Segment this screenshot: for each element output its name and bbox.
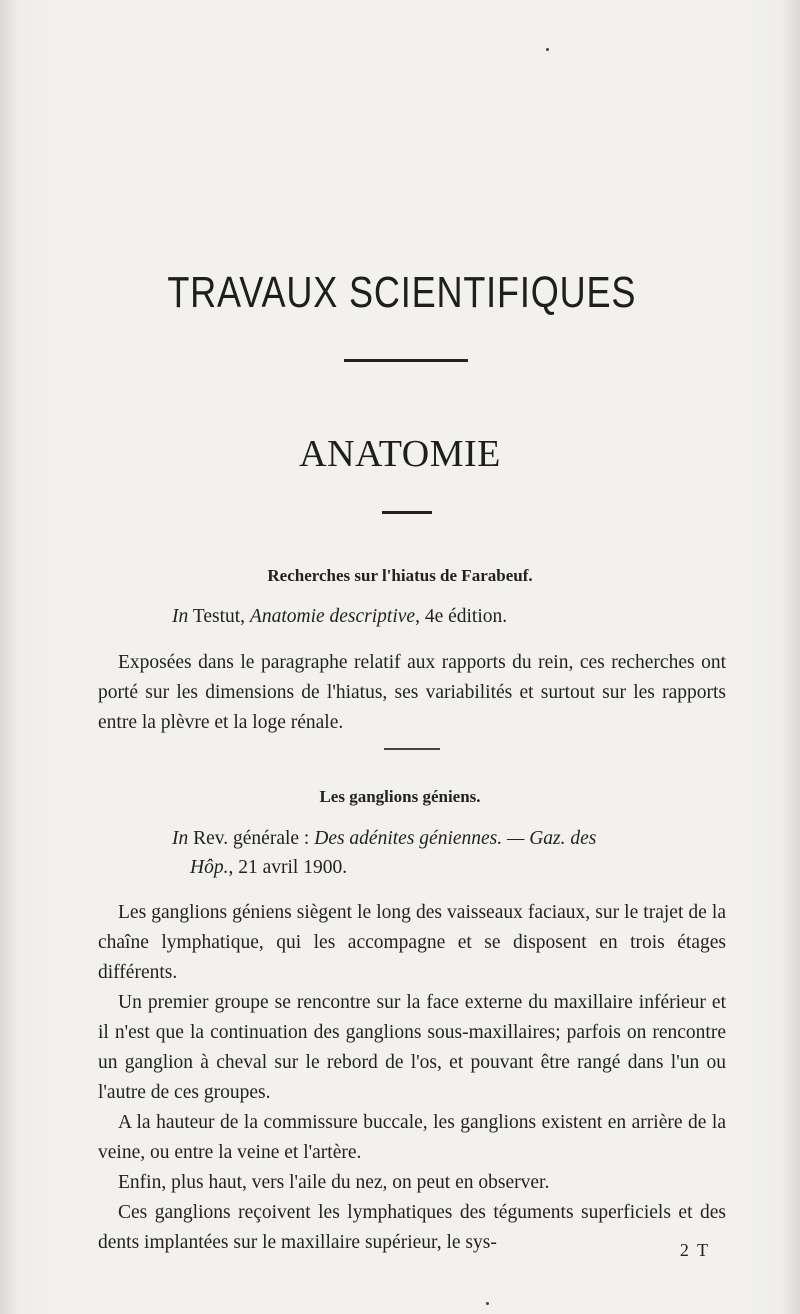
reference-prefix: In (172, 606, 189, 627)
title-divider (344, 359, 468, 362)
reference-text: Rev. générale : (188, 828, 315, 849)
ink-speck (546, 48, 549, 51)
reference-italic: Des adénites géniennes. — Gaz. des (314, 828, 597, 849)
reference-edition: , 4e édition. (415, 606, 508, 627)
reference-italic: Hôp. (190, 857, 229, 878)
paragraph: Enfin, plus haut, vers l'aile du nez, on peut en observer. (118, 1172, 550, 1193)
reference-date: , 21 avril 1900. (228, 857, 348, 878)
paragraph: Ces ganglions reçoivent les lymphatiques des téguments superficiels et des dents implantées sur le maxillaire supérieur, le sys- (98, 1202, 726, 1253)
signature-mark: 2 T (679, 1240, 710, 1260)
paragraph: Les ganglions géniens siègent le long des vaisseaux faciaux, sur le trajet de la chaîne lymphatique, qui les accompagne et se disposent en trois étages différents. (98, 902, 726, 983)
paragraph-divider (384, 748, 440, 750)
reference-text: Testut, (188, 606, 250, 627)
main-title: TRAVAUX SCIENTIFIQUES (167, 268, 637, 317)
reference-line (172, 606, 507, 628)
section-divider (382, 511, 432, 514)
section-heading-ganglions: Les ganglions géniens. (319, 787, 481, 806)
reference-italic: Anatomie descriptive (249, 606, 416, 627)
reference-line (190, 857, 347, 879)
paragraph: A la hauteur de la commissure buccale, les ganglions existent en arrière de la veine, ou entre la veine et l'artère. (98, 1112, 726, 1163)
ink-speck (486, 1302, 489, 1305)
reference-line (172, 828, 596, 850)
reference-prefix: In (172, 828, 189, 849)
paragraph: Exposées dans le paragraphe relatif aux rapports du rein, ces recherches ont porté sur les dimensions de l'hiatus, ses variabilités et surtout sur les rapports entre la plèvre et la loge rénale. (98, 652, 726, 733)
section-title: ANATOMIE (299, 433, 501, 475)
section-heading-hiatus: Recherches sur l'hiatus de Farabeuf. (267, 566, 533, 585)
paragraph: Un premier groupe se rencontre sur la face externe du maxillaire inférieur et il n'est que la continuation des ganglions sous-maxillaires; parfois on rencontre un ganglion à cheval sur le rebord de l'os, et pouvant être rangé dans l'un ou l'autre de ces groupes. (98, 992, 726, 1103)
